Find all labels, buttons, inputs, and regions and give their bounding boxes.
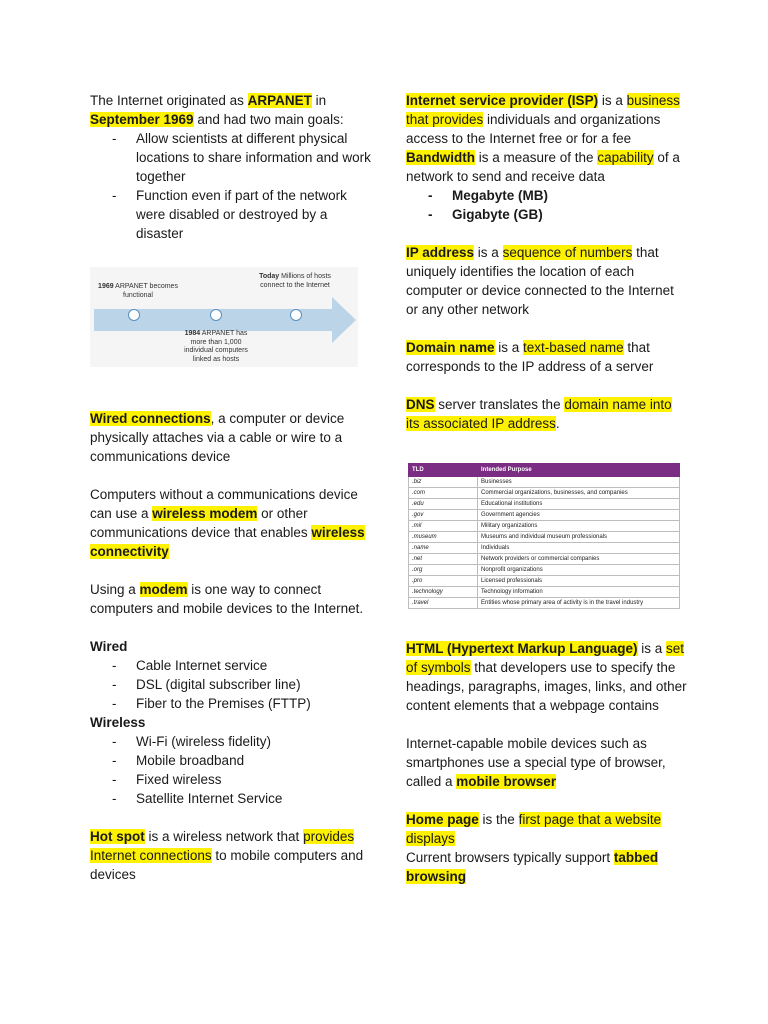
table-row [409, 576, 680, 587]
table-cell: Museums and individual museum professionals [478, 532, 680, 543]
wired-heading: Wired [90, 639, 128, 654]
table-row [409, 587, 680, 598]
table-cell: Military organizations [478, 521, 680, 532]
table-cell: Educational institutions [478, 499, 680, 510]
wired-connections-term: Wired connections [90, 411, 211, 426]
table-header-row [409, 464, 680, 477]
left-column [90, 91, 372, 884]
intro-paragraph: The Internet originated as ARPANET in September 1969 and had two main goals: [90, 93, 344, 127]
timeline-label-1969: 1969 ARPANET becomes functional [98, 283, 178, 299]
table-row [409, 521, 680, 532]
list-item: - Allow scientists at different physical locations to share information and work together [112, 129, 372, 186]
ip-address-term: IP address [406, 245, 475, 260]
table-cell: .biz [409, 477, 478, 488]
list-item: - Fiber to the Premises (FTTP) [112, 694, 372, 713]
table-cell: .com [409, 488, 478, 499]
list-item: - Gigabyte (GB) [428, 205, 688, 224]
wireless-modem-paragraph: Computers without a communications device can use a wireless modem or other communications device that enables wireless connectivity [90, 487, 365, 559]
list-item: - Cable Internet service [112, 656, 372, 675]
timeline-label-today: Today Millions of hosts connect to the Internet [259, 273, 331, 289]
table-row [409, 499, 680, 510]
tabbed-browsing-paragraph: Current browsers typically support tabbed browsing [406, 850, 659, 884]
isp-term: Internet service provider (ISP) [406, 93, 599, 108]
table-cell: Government agencies [478, 510, 680, 521]
wireless-heading: Wireless [90, 715, 146, 730]
table-cell: Commercial organizations, businesses, and companies [478, 488, 680, 499]
modem-term: modem [139, 582, 188, 597]
list-item: - Satellite Internet Service [112, 789, 372, 808]
html-term: HTML (Hypertext Markup Language) [406, 641, 638, 656]
tabbed-browsing-term: tabbed browsing [406, 850, 659, 884]
table-cell: Nonprofit organizations [478, 565, 680, 576]
bandwidth-units-list [406, 186, 688, 224]
wireless-list [90, 732, 372, 808]
table-cell: Individuals [478, 543, 680, 554]
right-column [406, 91, 688, 886]
html-paragraph: HTML (Hypertext Markup Language) is a set of symbols that developers use to specify the headings, paragraphs, images, links, and other content elements that a webpage contains [406, 641, 687, 713]
table-cell: .pro [409, 576, 478, 587]
table-row [409, 510, 680, 521]
table-cell: .gov [409, 510, 478, 521]
list-item: - Wi-Fi (wireless fidelity) [112, 732, 372, 751]
dns-term: DNS [406, 397, 435, 412]
hotspot-term: Hot spot [90, 829, 145, 844]
table-row [409, 477, 680, 488]
home-page-term: Home page [406, 812, 479, 827]
domain-name-paragraph: Domain name is a text-based name that corresponds to the IP address of a server [406, 340, 654, 374]
wired-list [90, 656, 372, 713]
table-cell: .technology [409, 587, 478, 598]
list-item: - DSL (digital subscriber line) [112, 675, 372, 694]
table-cell: Technology information [478, 587, 680, 598]
table-header: TLD [409, 464, 478, 477]
table-cell: .net [409, 554, 478, 565]
ip-address-paragraph: IP address is a sequence of numbers that uniquely identifies the location of each computer or device connected to the Internet or any other network [406, 245, 674, 317]
mobile-browser-term: mobile browser [456, 774, 557, 789]
table-cell: .museum [409, 532, 478, 543]
table-cell: .travel [409, 598, 478, 609]
table-cell: .org [409, 565, 478, 576]
wired-connections-paragraph: Wired connections, a computer or device physically attaches via a cable or wire to a communications device [90, 411, 345, 464]
table-row [409, 598, 680, 609]
list-item: - Megabyte (MB) [428, 186, 688, 205]
table-cell: .mil [409, 521, 478, 532]
table-row [409, 532, 680, 543]
bandwidth-term: Bandwidth [406, 150, 475, 165]
home-page-paragraph: Home page is the first page that a website displays [406, 812, 662, 846]
timeline-label-1984: 1984 ARPANET has more than 1,000 individual computers linked as hosts [184, 330, 248, 363]
isp-paragraph: Internet service provider (ISP) is a business that provides individuals and organizations access to the Internet free or for a fee [406, 93, 680, 146]
timeline-dot-1969 [128, 309, 140, 321]
hotspot-paragraph: Hot spot is a wireless network that provides Internet connections to mobile computers and devices [90, 829, 364, 882]
table-cell: .name [409, 543, 478, 554]
wireless-connectivity-term: wireless connectivity [90, 525, 365, 559]
wireless-modem-term: wireless modem [152, 506, 258, 521]
timeline-dot-today [290, 309, 302, 321]
dns-paragraph: DNS server translates the domain name into its associated IP address. [406, 397, 672, 431]
table-row [409, 554, 680, 565]
table-row [409, 543, 680, 554]
table-row [409, 488, 680, 499]
table-row [409, 565, 680, 576]
table-cell: Licensed professionals [478, 576, 680, 587]
list-item: - Mobile broadband [112, 751, 372, 770]
bandwidth-paragraph: Bandwidth is a measure of the capability of a network to send and receive data [406, 150, 680, 184]
arpanet-term: ARPANET [247, 93, 312, 108]
table-cell: Businesses [478, 477, 680, 488]
domain-name-term: Domain name [406, 340, 495, 355]
table-cell: .edu [409, 499, 478, 510]
table-cell: Network providers or commercial companies [478, 554, 680, 565]
table-header: Intended Purpose [478, 464, 680, 477]
timeline-dot-1984 [210, 309, 222, 321]
list-item: - Fixed wireless [112, 770, 372, 789]
table-cell: Entities whose primary area of activity is in the travel industry [478, 598, 680, 609]
goals-list [90, 129, 372, 243]
mobile-browser-paragraph: Internet-capable mobile devices such as smartphones use a special type of browser, called a mobile browser [406, 736, 666, 789]
arpanet-timeline [90, 267, 358, 367]
date-term: September 1969 [90, 112, 194, 127]
tld-table [408, 463, 680, 609]
modem-paragraph: Using a modem is one way to connect computers and mobile devices to the Internet. [90, 582, 364, 616]
list-item: - Function even if part of the network were disabled or destroyed by a disaster [112, 186, 372, 243]
